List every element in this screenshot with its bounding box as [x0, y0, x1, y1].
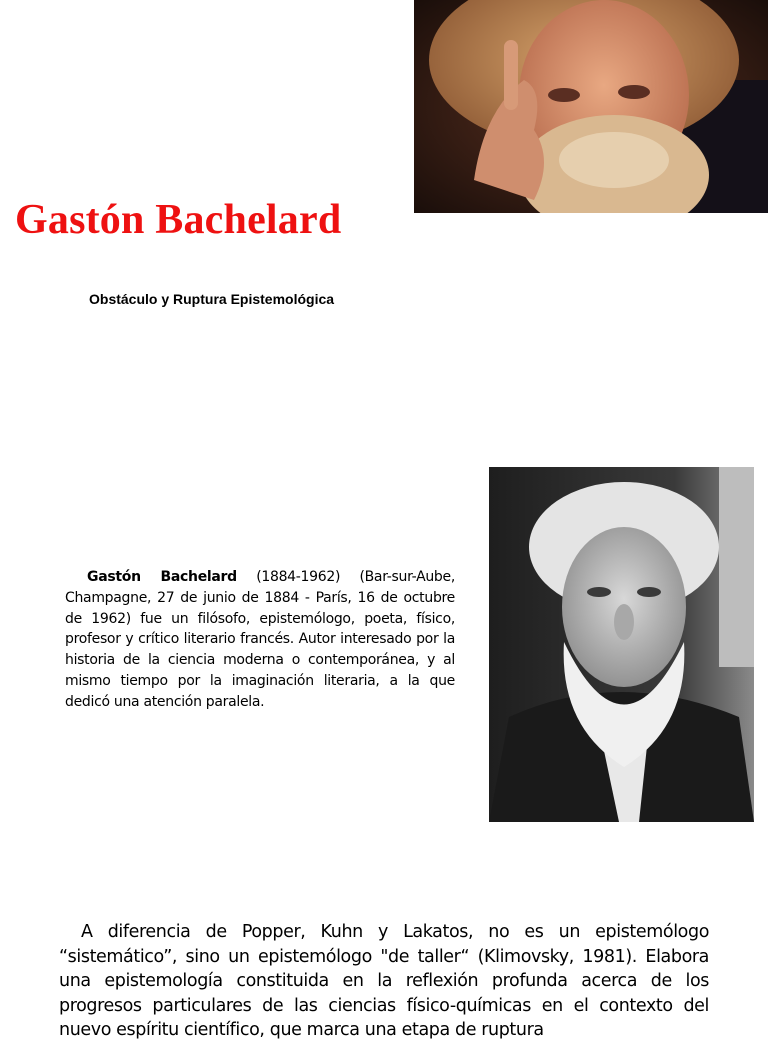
page-subtitle: Obstáculo y Ruptura Epistemológica: [89, 291, 335, 307]
bio-text: (1884-1962) (Bar-sur-Aube, Champagne, 27 de junio de 1884 - París, 16 de octubre de 1962) fue un filósofo, epistemólogo, poeta, físico, profesor y crítico literario francés. Autor interesado por la historia de la ciencia moderna o contemporánea, y al mismo tiempo por la imaginación literaria, a la que dedicó una atención paralela.: [65, 569, 455, 710]
body-paragraph: A diferencia de Popper, Kuhn y Lakatos, no es un epistemólogo “sistemático”, sino un epistemólogo "de taller“ (Klimovsky, 1981). Elabora una epistemología constituida en la reflexión profunda acerca de los progresos particulares de las ciencias físico-químicas en el contexto del nuevo espíritu científico, que marca una etapa de ruptura: [59, 922, 709, 1040]
page-title: Gastón Bachelard: [15, 197, 342, 243]
portrait-photo-color: [414, 0, 768, 213]
bio-name: Gastón Bachelard: [87, 569, 237, 585]
portrait-photo-bw: [489, 467, 754, 822]
biography-paragraph: [65, 567, 455, 713]
